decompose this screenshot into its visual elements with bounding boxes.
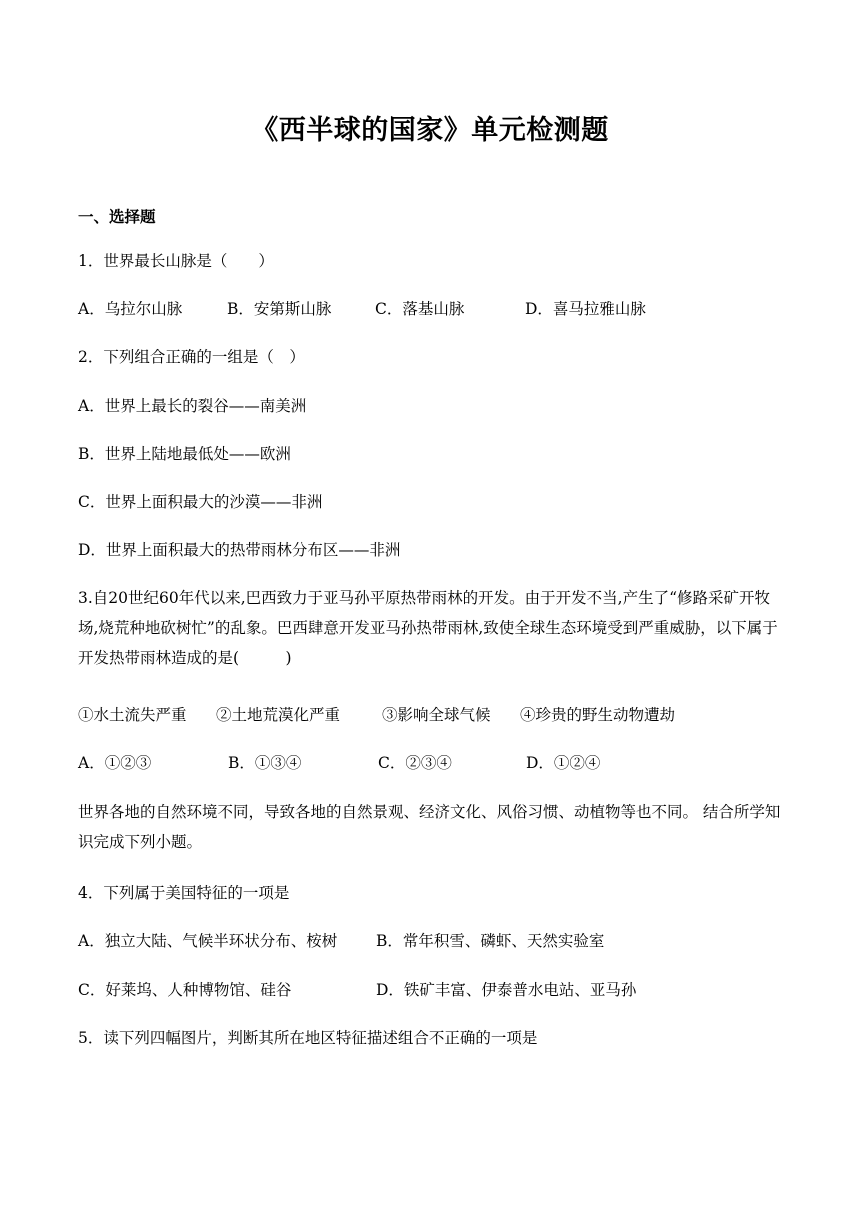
q3-option-b: B．①③④ xyxy=(228,754,302,772)
q1-option-a: A．乌拉尔山脉 xyxy=(78,300,183,318)
q3-option-d: D．①②④ xyxy=(526,754,601,772)
q3-item-4: ④珍贵的野生动物遭劫 xyxy=(520,706,676,724)
q4-option-a: A．独立大陆、气候半环状分布、桉树 xyxy=(78,932,338,950)
q1-option-d: D．喜马拉雅山脉 xyxy=(525,300,646,318)
q2-option-b: B．世界上陆地最低处——欧洲 xyxy=(78,445,291,463)
question-1-stem: 1．世界最长山脉是（ ） xyxy=(78,252,274,270)
question-2-stem: 2．下列组合正确的一组是（ ） xyxy=(78,348,305,366)
q3-item-1: ①水土流失严重 xyxy=(78,706,187,724)
q1-option-b: B．安第斯山脉 xyxy=(227,300,332,318)
section-heading: 一、选择题 xyxy=(78,208,156,226)
question-4-stem: 4．下列属于美国特征的一项是 xyxy=(78,884,290,902)
q3-item-3: ③影响全球气候 xyxy=(382,706,491,724)
q3-item-2: ②土地荒漠化严重 xyxy=(216,706,341,724)
question-3-options xyxy=(78,752,600,774)
q3-option-a: A．①②③ xyxy=(78,754,152,772)
page-title: 《西半球的国家》单元检测题 xyxy=(251,115,609,146)
question-1-options xyxy=(78,298,646,320)
q4-option-d: D．铁矿丰富、伊泰普水电站、亚马孙 xyxy=(376,981,637,999)
q2-option-c: C．世界上面积最大的沙漠——非洲 xyxy=(78,493,323,511)
question-4-options-row2 xyxy=(78,979,636,1001)
q2-option-d: D．世界上面积最大的热带雨林分布区——非洲 xyxy=(78,541,401,559)
q3-option-c: C．②③④ xyxy=(378,754,452,772)
question-3-items xyxy=(78,704,675,726)
question-5-stem: 5．读下列四幅图片，判断其所在地区特征描述组合不正确的一项是 xyxy=(78,1029,538,1047)
q1-option-c: C．落基山脉 xyxy=(375,300,465,318)
question-4-options-row1 xyxy=(78,930,604,952)
q2-option-a: A．世界上最长的裂谷——南美洲 xyxy=(78,397,307,415)
q4-option-c: C．好莱坞、人种博物馆、硅谷 xyxy=(78,981,292,999)
question-3-stem: 3.自20世纪60年代以来,巴西致力于亚马孙平原热带雨林的开发。由于开发不当,产生了“修路采矿开牧场,烧荒种地砍树忙”的乱象。巴西肆意开发亚马孙热带雨林,致使全球生态环境受到严重威胁，以下属于开发热带雨林造成的是( ) xyxy=(78,589,778,667)
group-intro: 世界各地的自然环境不同，导致各地的自然景观、经济文化、风俗习惯、动植物等也不同。 结合所学知识完成下列小题。 xyxy=(78,803,781,851)
q4-option-b: B．常年积雪、磷虾、天然实验室 xyxy=(376,932,605,950)
